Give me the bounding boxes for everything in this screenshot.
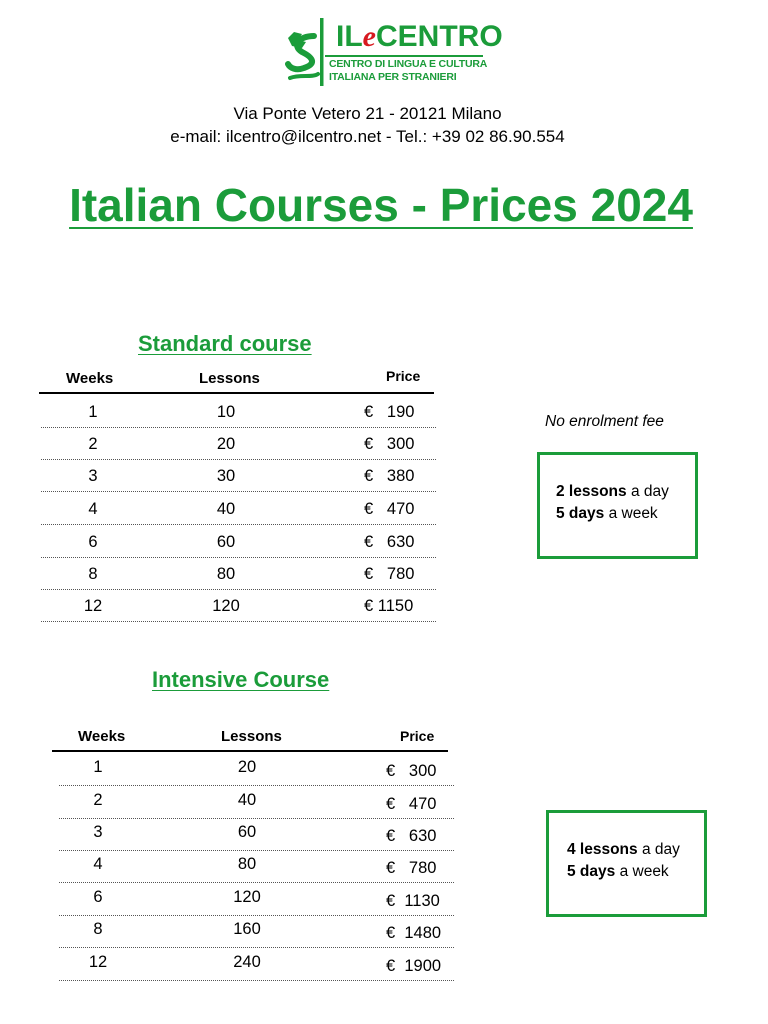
intensive-row-price: € 1900 xyxy=(386,957,442,975)
intensive-row-weeks: 1 xyxy=(93,758,103,776)
standard-row-lessons: 10 xyxy=(216,403,236,421)
intensive-row-weeks: 3 xyxy=(93,823,103,841)
intensive-row-weeks: 8 xyxy=(93,920,103,938)
intensive-row-lessons: 120 xyxy=(233,888,261,906)
intensive-lessons-unit: a day xyxy=(637,841,680,858)
intensive-row-lessons: 160 xyxy=(233,920,261,938)
standard-row-lessons: 80 xyxy=(216,565,236,583)
standard-row-price: € 630 xyxy=(364,533,415,551)
intensive-row-divider xyxy=(59,915,454,916)
intensive-row-weeks: 12 xyxy=(88,953,108,971)
intensive-header-price: Price xyxy=(400,728,435,744)
intensive-row-lessons: 80 xyxy=(237,855,257,873)
standard-row-weeks: 3 xyxy=(88,467,98,485)
intensive-header-weeks: Weeks xyxy=(78,728,126,745)
intensive-row-divider xyxy=(59,850,454,851)
standard-row-weeks: 8 xyxy=(88,565,98,583)
intensive-header-lessons: Lessons xyxy=(221,728,282,745)
standard-row-lessons: 40 xyxy=(216,500,236,518)
enrolment-fee-note: No enrolment fee xyxy=(545,413,664,430)
standard-row-divider xyxy=(41,621,436,622)
intensive-days-unit: a week xyxy=(615,863,669,880)
standard-row-lessons: 20 xyxy=(216,435,236,453)
intensive-row-price: € 470 xyxy=(386,795,437,813)
logo-e-text: e xyxy=(362,20,376,53)
intensive-days-count: 5 days xyxy=(567,863,616,880)
standard-header-rule xyxy=(39,392,434,394)
logo-centro-text: CENTRO xyxy=(376,20,503,53)
standard-row-price: € 380 xyxy=(364,467,415,485)
standard-schedule-line-2 xyxy=(556,505,658,523)
logo-divider xyxy=(325,55,483,57)
intensive-row-divider xyxy=(59,818,454,819)
standard-row-divider xyxy=(41,589,436,590)
standard-row-price: € 1150 xyxy=(364,597,414,615)
intensive-row-price: € 300 xyxy=(386,762,437,780)
intensive-row-weeks: 2 xyxy=(93,791,103,809)
il-centro-logo xyxy=(284,18,503,88)
intensive-schedule-line-2 xyxy=(567,863,669,881)
standard-lessons-count: 2 lessons xyxy=(556,483,627,500)
intensive-row-price: € 1130 xyxy=(386,892,440,910)
logo-il-text: IL xyxy=(336,20,363,53)
logo-wordmark xyxy=(336,20,503,54)
intensive-row-weeks: 4 xyxy=(93,855,103,873)
contact-line: e-mail: ilcentro@ilcentro.net - Tel.: +39 02 86.90.554 xyxy=(170,127,565,146)
standard-schedule-line-1 xyxy=(556,483,669,501)
standard-row-weeks: 2 xyxy=(88,435,98,453)
standard-row-weeks: 6 xyxy=(88,533,98,551)
standard-row-price: € 190 xyxy=(364,403,415,421)
standard-days-count: 5 days xyxy=(556,505,605,522)
intensive-row-price: € 630 xyxy=(386,827,437,845)
standard-course-title: Standard course xyxy=(138,331,312,356)
intensive-row-lessons: 60 xyxy=(237,823,257,841)
intensive-schedule-box xyxy=(546,810,707,917)
intensive-row-price: € 780 xyxy=(386,859,437,877)
standard-days-unit: a week xyxy=(604,505,658,522)
standard-row-divider xyxy=(41,491,436,492)
standard-row-lessons: 120 xyxy=(212,597,240,615)
intensive-schedule-line-1 xyxy=(567,841,680,859)
intensive-row-divider xyxy=(59,882,454,883)
logo-emblem-icon xyxy=(284,18,328,86)
intensive-row-lessons: 240 xyxy=(233,953,261,971)
standard-lessons-unit: a day xyxy=(626,483,669,500)
standard-row-divider xyxy=(41,524,436,525)
intensive-header-rule xyxy=(52,750,448,752)
intensive-row-weeks: 6 xyxy=(93,888,103,906)
logo-subtitle-2: ITALIANA PER STRANIERI xyxy=(329,71,457,83)
standard-row-price: € 470 xyxy=(364,500,415,518)
intensive-row-price: € 1480 xyxy=(386,924,442,942)
address: Via Ponte Vetero 21 - 20121 Milano xyxy=(233,104,502,123)
standard-row-price: € 300 xyxy=(364,435,415,453)
standard-row-weeks: 1 xyxy=(88,403,98,421)
standard-row-divider xyxy=(41,459,436,460)
intensive-row-divider xyxy=(59,947,454,948)
intensive-row-divider xyxy=(59,980,454,981)
standard-header-price: Price xyxy=(386,368,421,384)
standard-row-divider xyxy=(41,557,436,558)
intensive-row-lessons: 40 xyxy=(237,791,257,809)
standard-row-lessons: 60 xyxy=(216,533,236,551)
intensive-row-lessons: 20 xyxy=(237,758,257,776)
standard-row-weeks: 12 xyxy=(83,597,103,615)
standard-row-price: € 780 xyxy=(364,565,415,583)
standard-header-lessons: Lessons xyxy=(199,370,260,387)
standard-row-lessons: 30 xyxy=(216,467,236,485)
intensive-row-divider xyxy=(59,785,454,786)
standard-row-divider xyxy=(41,427,436,428)
standard-row-weeks: 4 xyxy=(88,500,98,518)
intensive-course-title: Intensive Course xyxy=(152,667,330,692)
standard-schedule-box xyxy=(537,452,698,559)
intensive-lessons-count: 4 lessons xyxy=(567,841,638,858)
page-title: Italian Courses - Prices 2024 xyxy=(69,179,693,231)
standard-header-weeks: Weeks xyxy=(66,370,114,387)
logo-subtitle-1: CENTRO DI LINGUA E CULTURA xyxy=(329,58,488,70)
